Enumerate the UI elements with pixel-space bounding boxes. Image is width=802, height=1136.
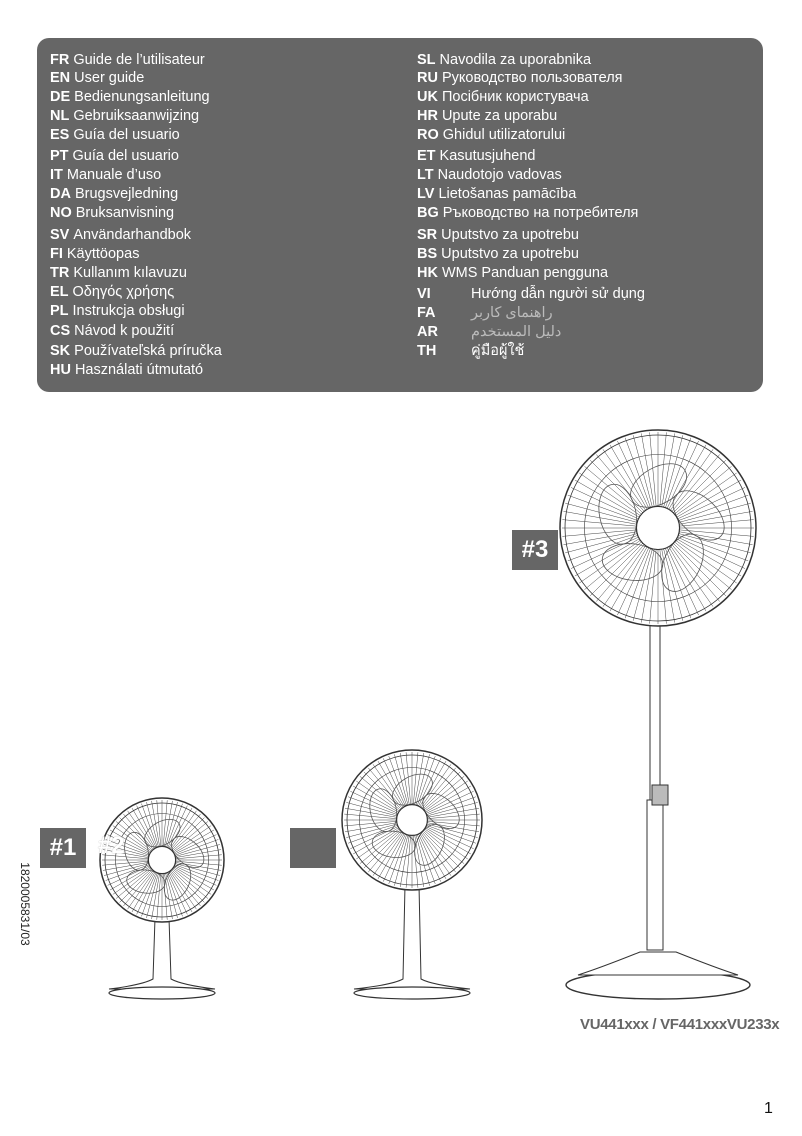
language-code: FI [50,246,63,262]
language-label: User guide [74,70,145,86]
language-code: NL [50,108,70,124]
fan-1-hub [148,846,175,873]
language-entry-lv [417,185,576,203]
fan-2-base [354,987,470,999]
language-label: Guide de l’utilisateur [73,52,205,68]
language-code: VI [417,286,431,302]
language-entry-fi [50,245,139,263]
language-entry-fa [417,304,553,322]
language-entry-no [50,204,174,222]
model-tag-3: #3 [512,530,558,570]
language-code: IT [50,167,63,183]
language-entry-sl [417,51,591,69]
language-code: SR [417,227,438,243]
language-entry-th [417,342,524,360]
language-entry-de [50,88,210,106]
language-label: Посібник користувача [441,89,589,105]
language-entry-cs [50,322,174,340]
language-label: Οδηγός χρήσης [72,284,175,300]
language-label: คู่มือผู้ใช้ [471,343,525,359]
language-label: Instrukcja obsługi [72,303,185,319]
page-number: 1 [764,1100,773,1117]
language-label: دليل المستخدم [471,324,562,340]
language-entry-hu [50,361,203,379]
language-entry-bg [417,204,638,222]
language-code: SK [50,343,71,359]
language-label: Gebruiksaanwijzing [73,108,200,124]
language-code: LT [417,167,434,183]
language-entry-vi [417,285,645,303]
language-entry-ru [417,69,623,87]
language-code: BS [417,246,438,262]
language-code: FA [417,305,436,321]
language-code: FR [50,52,70,68]
language-code: CS [50,323,71,339]
model-tag-1: #1 [40,828,86,868]
language-entry-bs [417,245,579,263]
fan-2-stand [354,885,470,989]
fan-3-hub [636,506,679,549]
fan-3-height-knob [652,785,668,805]
language-code: EN [50,70,71,86]
language-code: RO [417,127,439,143]
language-label: Bedienungsanleitung [74,89,210,105]
language-label: Navodila za uporabnika [439,52,592,68]
language-label: Användarhandbok [73,227,192,243]
language-code: DE [50,89,71,105]
language-entry-lt [417,166,562,184]
language-label: Lietošanas pamācība [438,186,577,202]
model-tag-blank [290,828,336,868]
language-code: SL [417,52,436,68]
language-entry-et [417,147,535,165]
language-label: Käyttöopas [66,246,140,262]
language-code: AR [417,324,438,340]
language-entry-sr [417,226,579,244]
language-entry-sk [50,342,222,360]
language-label: Guía del usuario [72,148,179,164]
language-label: Návod k použití [74,323,175,339]
language-code: BG [417,205,439,221]
language-label: Guía del usuario [73,127,180,143]
language-entry-pt [50,147,179,165]
language-label: Kullanım kılavuzu [73,265,187,281]
language-label: Uputstvo za upotrebu [441,227,579,243]
language-code: DA [50,186,71,202]
language-entry-pl [50,302,185,320]
language-entry-ar [417,323,561,341]
model-tag-2: #2 [98,832,125,859]
language-entry-en [50,69,144,87]
fan-1-stand [109,918,215,989]
language-entry-hk [417,264,608,282]
language-code: ES [50,127,70,143]
model-numbers: VU441xxx / VF441xxxVU233x [580,1016,780,1033]
language-label: Hướng dẫn người sử dụng [471,286,645,302]
fan-3-pole-lower [647,800,663,950]
language-entry-ro [417,126,565,144]
language-code: PT [50,148,69,164]
language-code: RU [417,70,438,86]
language-entry-hr [417,107,557,125]
fan-2-hub [397,805,428,836]
fan-3-base-top [578,952,738,975]
language-label: Руководство пользователя [441,70,623,86]
language-entry-sv [50,226,191,244]
language-entry-uk [417,88,589,106]
document-number: 1820005831/03 [18,862,32,946]
fan-1-base [109,987,215,999]
language-label: Naudotojo vadovas [437,167,562,183]
language-code: TR [50,265,70,281]
language-label: راهنمای کاربر [471,305,553,321]
language-code: NO [50,205,72,221]
language-label: Bruksanvisning [75,205,175,221]
language-label: Kasutusjuhend [439,148,536,164]
language-code: HU [50,362,71,378]
language-entry-es [50,126,180,144]
language-entry-el [50,283,174,301]
language-code: HK [417,265,438,281]
language-entry-tr [50,264,187,282]
language-label: Ghidul utilizatorului [442,127,566,143]
language-label: Používateľská príručka [74,343,222,359]
language-code: PL [50,303,69,319]
language-code: TH [417,343,437,359]
language-code: LV [417,186,435,202]
language-code: UK [417,89,438,105]
language-label: Brugsvejledning [74,186,179,202]
language-code: EL [50,284,69,300]
language-entry-fr [50,51,205,69]
language-label: WMS Panduan pengguna [441,265,609,281]
language-code: HR [417,108,438,124]
language-label: Manuale d’uso [66,167,162,183]
language-label: Ръководство на потребителя [442,205,639,221]
language-entry-nl [50,107,199,125]
language-entry-da [50,185,178,203]
language-label: Használati útmutató [74,362,204,378]
language-label: Upute za uporabu [441,108,558,124]
language-code: SV [50,227,70,243]
language-entry-it [50,166,161,184]
language-code: ET [417,148,436,164]
language-label: Uputstvo za upotrebu [441,246,579,262]
